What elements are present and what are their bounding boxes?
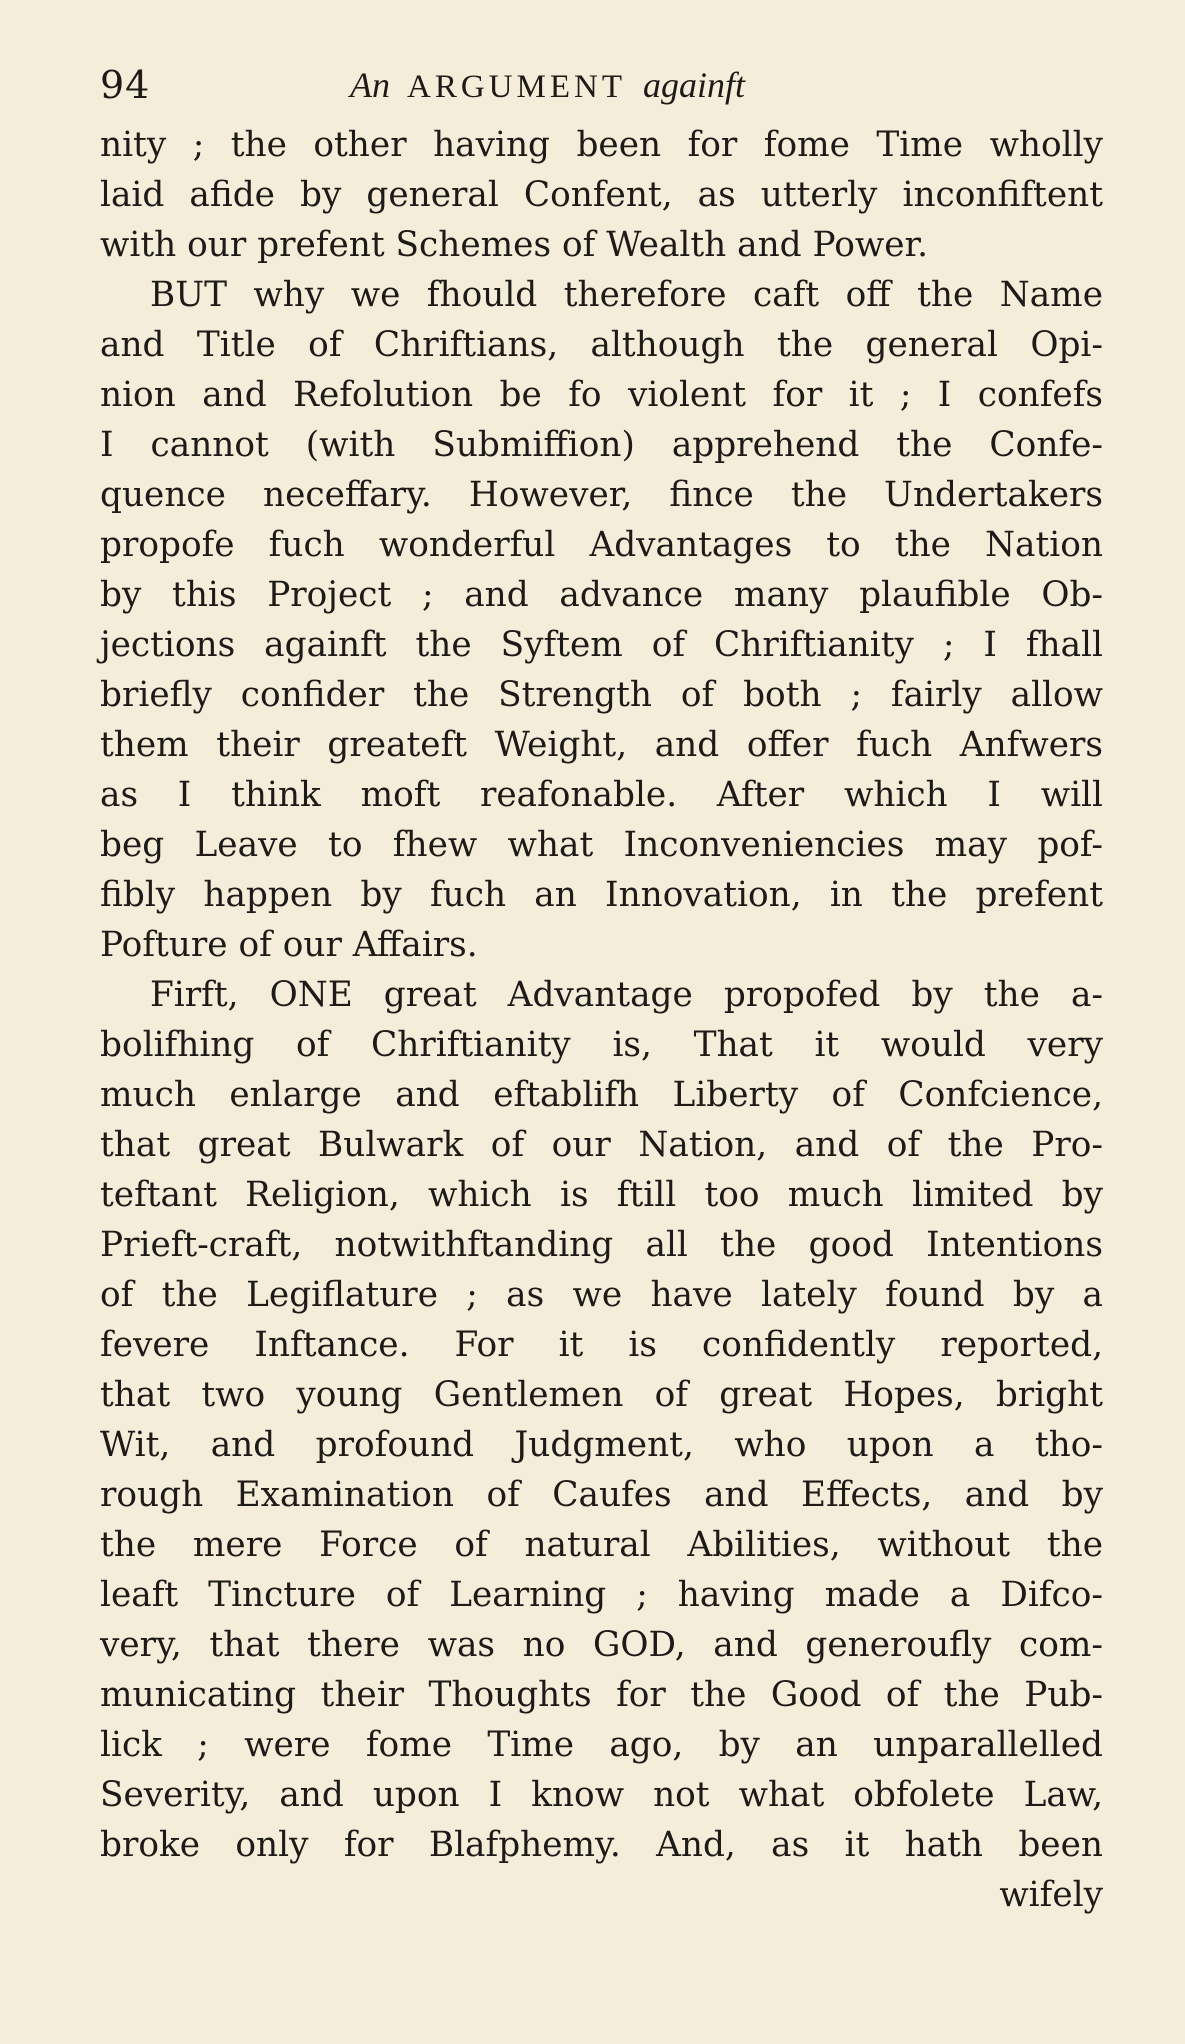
catchword: wifely: [999, 1875, 1103, 1915]
page-number: 94: [100, 63, 151, 107]
text-line: municating their Thoughts for the Good of the Pub-: [100, 1675, 1103, 1715]
text-line: them their greateft Weight, and offer fuch Anfwers: [100, 725, 1103, 765]
running-title-argument: ARGUMENT: [407, 69, 626, 105]
text-line: that great Bulwark of our Nation, and of the Pro-: [100, 1125, 1103, 1165]
text-line: broke only for Blafphemy. And, as it hath been: [100, 1825, 1103, 1865]
text-line: teftant Religion, which is ftill too much limited by: [100, 1175, 1103, 1215]
text-line: Wit, and profound Judgment, who upon a tho-: [100, 1425, 1103, 1465]
text-line: beg Leave to fhew what Inconveniencies may pof-: [100, 825, 1103, 865]
text-line: Severity, and upon I know not what obfolete Law,: [100, 1775, 1103, 1815]
text-line: quence neceffary. However, fince the Undertakers: [100, 475, 1103, 515]
text-line: fibly happen by fuch an Innovation, in the prefent: [100, 875, 1103, 915]
body-text: [100, 120, 1103, 1920]
text-line: of the Legiflature ; as we have lately found by a: [100, 1275, 1103, 1315]
running-title-an: An: [350, 65, 390, 105]
text-line: that two young Gentlemen of great Hopes, bright: [100, 1375, 1103, 1415]
text-line: propofe fuch wonderful Advantages to the Nation: [100, 525, 1103, 565]
text-line: fevere Inftance. For it is confidently reported,: [100, 1325, 1103, 1365]
running-head: [100, 52, 1103, 118]
text-line: Prieft-craft, notwithftanding all the good Intentions: [100, 1225, 1103, 1265]
running-title: [350, 52, 1050, 120]
text-line: BUT why we fhould therefore caft off the Name: [150, 275, 1103, 315]
text-line: laid afide by general Confent, as utterly inconfiftent: [100, 175, 1103, 215]
text-line: Pofture of our Affairs.: [100, 925, 478, 965]
text-line: bolifhing of Chriftianity is, That it would very: [100, 1025, 1103, 1065]
running-title-against: againft: [643, 65, 746, 105]
text-line: leaft Tincture of Learning ; having made a Difco-: [100, 1575, 1103, 1615]
text-line: nion and Refolution be fo violent for it ; I confefs: [100, 375, 1103, 415]
text-line: jections againft the Syftem of Chriftianity ; I fhall: [100, 625, 1103, 665]
text-line: much enlarge and eftablifh Liberty of Confcience,: [100, 1075, 1103, 1115]
text-line: and Title of Chriftians, although the general Opi-: [100, 325, 1103, 365]
text-line: I cannot (with Submiffion) apprehend the Confe-: [100, 425, 1103, 465]
text-line: briefly confider the Strength of both ; fairly allow: [100, 675, 1103, 715]
text-line: with our prefent Schemes of Wealth and Power.: [100, 225, 929, 265]
text-line: the mere Force of natural Abilities, without the: [100, 1525, 1103, 1565]
text-line: nity ; the other having been for fome Time wholly: [100, 125, 1103, 165]
text-line: rough Examination of Caufes and Effects, and by: [100, 1475, 1103, 1515]
text-line: as I think moft reafonable. After which I will: [100, 775, 1103, 815]
text-line: very, that there was no GOD, and generoufly com-: [100, 1625, 1103, 1665]
text-line: lick ; were fome Time ago, by an unparallelled: [100, 1725, 1103, 1765]
text-line: by this Project ; and advance many plaufible Ob-: [100, 575, 1103, 615]
text-line: Firft, ONE great Advantage propofed by the a-: [150, 975, 1103, 1015]
